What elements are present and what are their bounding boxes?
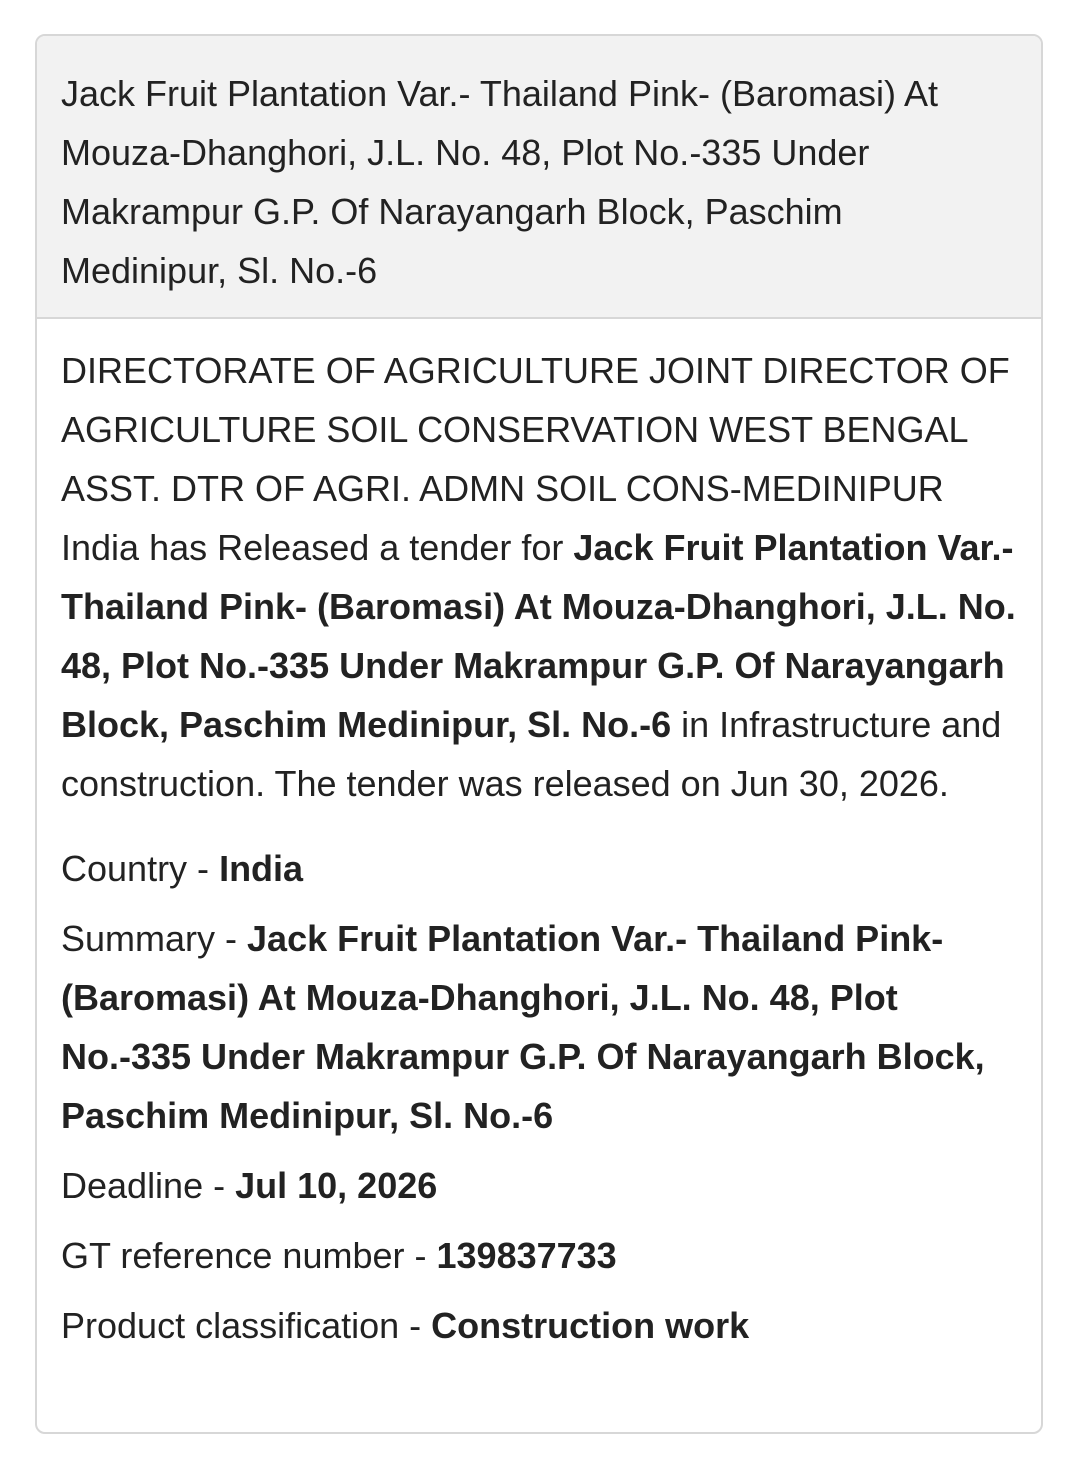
country-value: India [219, 848, 304, 889]
summary-label: Summary - [61, 918, 238, 959]
product-classification-label: Product classification - [61, 1305, 422, 1346]
product-classification-value: Construction work [431, 1305, 750, 1346]
summary-value: Jack Fruit Plantation Var.- Thailand Pink- (Baromasi) At Mouza-Dhanghori, J.L. No. 48, Plot No.-335 Under Makrampur G.P. Of Narayangarh Block, Paschim Medinipur, Sl. No.-6 [61, 918, 985, 1136]
country-field [61, 839, 1017, 898]
summary-field [61, 909, 1017, 1145]
description-country: India [61, 527, 140, 568]
deadline-label: Deadline - [61, 1165, 226, 1206]
tender-card [35, 34, 1043, 1434]
deadline-field [61, 1156, 1017, 1215]
organization-name: DIRECTORATE OF AGRICULTURE JOINT DIRECTOR OF AGRICULTURE SOIL CONSERVATION WEST BENGAL ASST. DTR OF AGRI. ADMN SOIL CONS-MEDINIPUR [61, 350, 1010, 509]
gt-reference-value: 139837733 [436, 1235, 617, 1276]
tender-title: Jack Fruit Plantation Var.- Thailand Pink- (Baromasi) At Mouza-Dhanghori, J.L. No. 48, Plot No.-335 Under Makrampur G.P. Of Narayangarh Block, Paschim Medinipur, Sl. No.-6 [61, 73, 939, 291]
product-classification-field [61, 1296, 1017, 1355]
gt-reference-label: GT reference number - [61, 1235, 427, 1276]
country-label: Country - [61, 848, 210, 889]
tender-card-header [37, 36, 1041, 319]
description-tender-title: Jack Fruit Plantation Var.- Thailand Pink- (Baromasi) At Mouza-Dhanghori, J.L. No. 48, Plot No.-335 Under Makrampur G.P. Of Narayangarh Block, Paschim Medinipur, Sl. No.-6 [61, 527, 1016, 745]
tender-description [61, 341, 1017, 813]
description-released-phrase: has Released a tender for [149, 527, 564, 568]
tender-card-body [37, 319, 1041, 1355]
description-sector-phrase: in Infrastructure and construction. The tender was released on [61, 704, 1002, 804]
description-release-date: Jun 30, 2026. [730, 763, 949, 804]
deadline-value: Jul 10, 2026 [235, 1165, 438, 1206]
gt-reference-field [61, 1226, 1017, 1285]
